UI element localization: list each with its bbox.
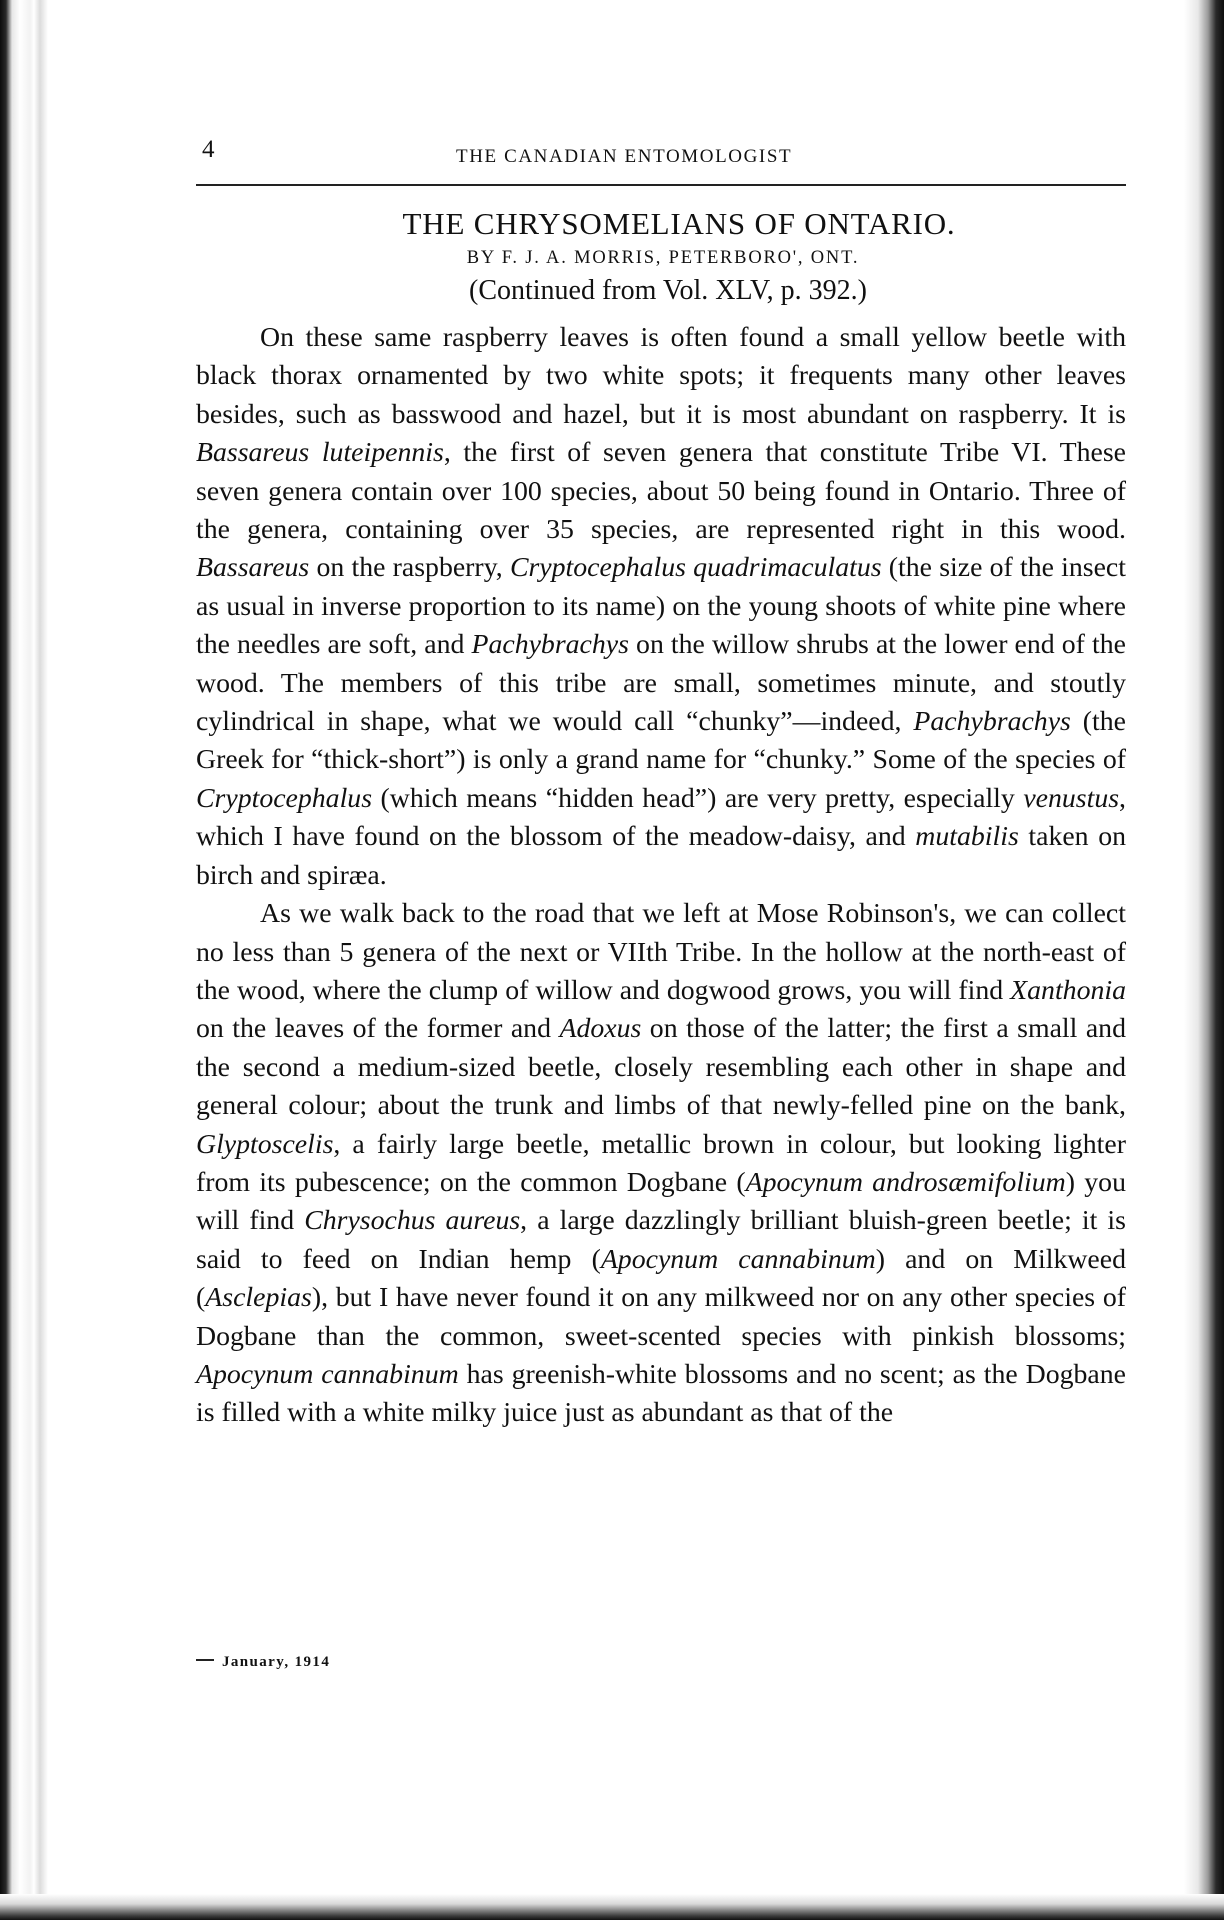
article-title: THE CHRYSOMELIANS OF ONTARIO. bbox=[402, 206, 956, 241]
taxon-name: Bassareus luteipennis bbox=[196, 437, 444, 469]
taxon-name: Chrysochus aureus bbox=[304, 1205, 521, 1237]
text-run: , which I have found on the blossom of the meadow-daisy, and bbox=[196, 782, 1126, 853]
taxon-name: venustus bbox=[1023, 782, 1120, 814]
taxon-name: Pachybrachys bbox=[913, 706, 1071, 738]
text-run: , a large dazzlingly brilliant bluish-green beetle; it is said to feed on Indian hemp ( bbox=[196, 1205, 1126, 1275]
taxon-name: Adoxus bbox=[559, 1013, 642, 1045]
taxon-name: Cryptocephalus quadrimaculatus bbox=[509, 552, 882, 584]
text-run: , a fairly large beetle, metallic brown in colour, but looking lighter from its pubescence; on the common Dogbane ( bbox=[196, 1128, 1126, 1198]
text-run: on those of the latter; the first a small and the second a medium-sized beetle, closely resembling each other in shape and general colour; about the trunk and limbs of that newly-felled pine on the bank, bbox=[196, 1013, 1126, 1122]
body-paragraph bbox=[196, 895, 1126, 1433]
text-run: (which means “hidden head”) are very pretty, especially bbox=[372, 782, 1024, 814]
footer-signature bbox=[196, 1654, 330, 1671]
taxon-name: Pachybrachys bbox=[471, 629, 629, 661]
journal-page bbox=[196, 132, 1127, 1670]
header-rule bbox=[196, 184, 1126, 186]
scan-left-margin bbox=[0, 0, 48, 1920]
text-run: (the Greek for “thick-short”) is only a grand name for “chunky.” Some of the species of bbox=[196, 706, 1126, 776]
text-run: (the size of the insect as usual in inverse proportion to its name) on the young shoots of white pine where the needles are soft, and bbox=[196, 552, 1126, 661]
taxon-name: Apocynum cannabinum bbox=[196, 1358, 459, 1390]
text-run: ) you will find bbox=[196, 1166, 1126, 1237]
article-title-block bbox=[196, 206, 1126, 307]
scan-right-margin bbox=[1184, 0, 1224, 1920]
taxon-name: mutabilis bbox=[915, 821, 1019, 853]
journal-title: THE CANADIAN ENTOMOLOGIST bbox=[456, 146, 793, 167]
signature-mark bbox=[196, 1659, 214, 1667]
text-run: , the first of seven genera that constitute Tribe VI. These seven genera contain over 100 species, about 50 being found in Ontario. Three of the genera, containing over 35 species, are represented right in this wood. bbox=[196, 437, 1127, 546]
taxon-name: Bassareus bbox=[196, 552, 310, 584]
text-run: ) and on Milkweed ( bbox=[196, 1243, 1126, 1314]
issue-date: January, 1914 bbox=[222, 1654, 331, 1670]
taxon-name: Apocynum androsæmifolium bbox=[745, 1166, 1066, 1198]
text-run: on the willow shrubs at the lower end of the wood. The members of this tribe are small, sometimes minute, and stoutly cylindrical in shape, what we would call “chunky”—indeed, bbox=[196, 629, 1126, 738]
taxon-name: Apocynum cannabinum bbox=[600, 1243, 876, 1275]
page-number: 4 bbox=[202, 136, 215, 163]
text-run: on the leaves of the former and bbox=[196, 1013, 560, 1045]
text-run: taken on birch and spiræa. bbox=[196, 821, 1127, 891]
scan-bottom-margin bbox=[0, 1894, 1224, 1920]
text-run: on the raspberry, bbox=[309, 552, 510, 584]
text-run: As we walk back to the road that we left at Mose Robinson's, we can collect no less than 5 genera of the next or VIIth Tribe. In the hollow at the north-east of the wood, where the clump of willow and dogwood grows, you will find bbox=[196, 898, 1126, 1006]
running-head bbox=[196, 132, 1126, 172]
continued-note: (Continued from Vol. XLV, p. 392.) bbox=[469, 275, 867, 306]
article-body bbox=[196, 319, 1126, 1433]
text-run: has greenish-white blossoms and no scent; as the Dogbane is filled with a white milky juice just as abundant as that of the bbox=[196, 1358, 1126, 1429]
taxon-name: Xanthonia bbox=[1010, 974, 1126, 1006]
taxon-name: Asclepias bbox=[205, 1282, 312, 1314]
author-byline: BY F. J. A. MORRIS, PETERBORO', ONT. bbox=[466, 248, 860, 268]
taxon-name: Cryptocephalus bbox=[196, 782, 373, 814]
taxon-name: Glyptoscelis bbox=[196, 1128, 334, 1160]
text-run: ), but I have never found it on any milkweed nor on any other species of Dogbane than the common, sweet-scented species with pinkish blossoms; bbox=[196, 1282, 1126, 1352]
text-run: On these same raspberry leaves is often found a small yellow beetle with black thorax ornamented by two white spots; it frequents many other leaves besides, such as basswood and hazel, but it is most abundant on raspberry. It is bbox=[196, 322, 1126, 430]
body-paragraph bbox=[196, 319, 1126, 895]
